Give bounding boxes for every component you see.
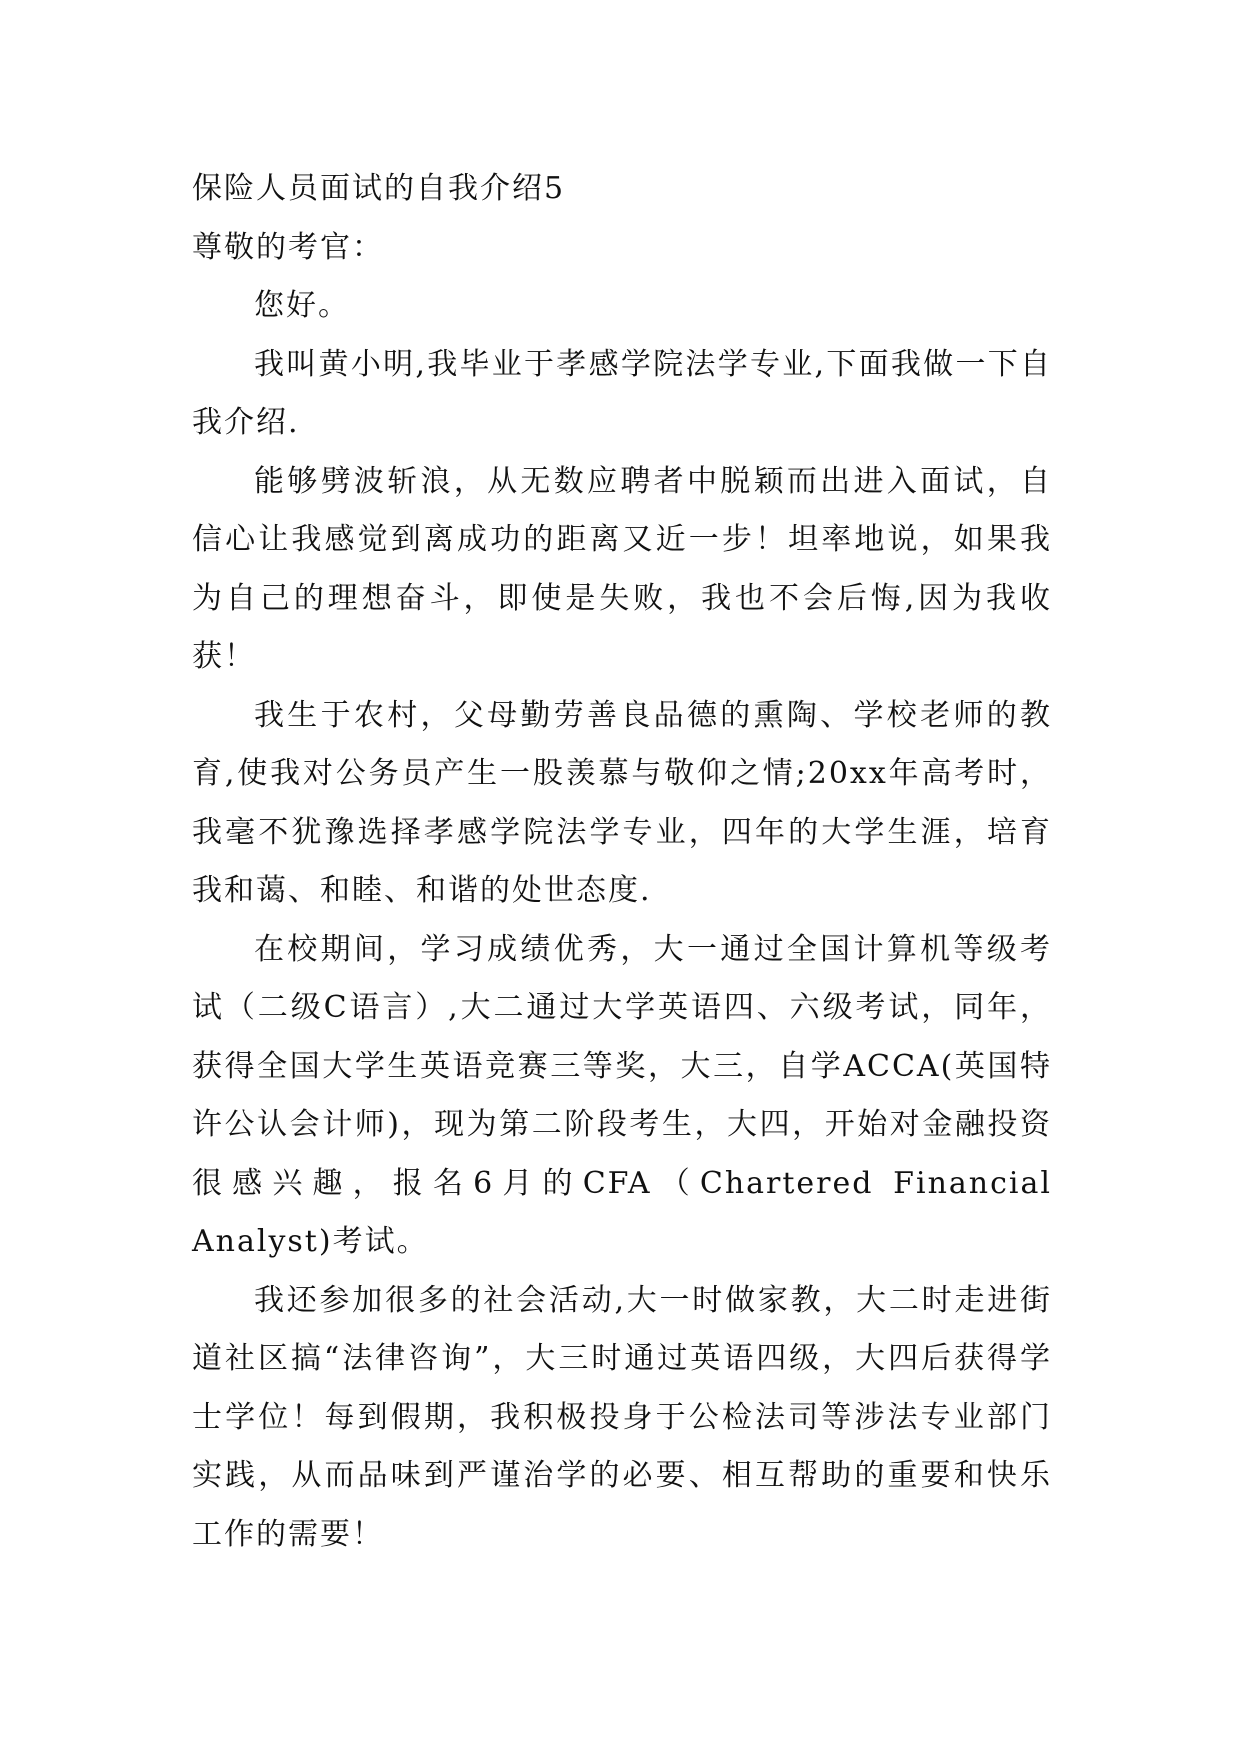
document-body bbox=[192, 160, 1052, 1564]
paragraph-achievements: 在校期间，学习成绩优秀，大一通过全国计算机等级考试（二级C语言）,大二通过大学英语四、六级考试，同年，获得全国大学生英语竞赛三等奖，大三，自学ACCA(英国特许公认会计师)，现为第二阶段考生，大四，开始对金融投资很感兴趣，报名6月的CFA（Chartered Financial Analyst)考试。 bbox=[192, 931, 1052, 1259]
salutation: 尊敬的考官： bbox=[192, 229, 384, 265]
paragraph-activities: 我还参加很多的社会活动,大一时做家教，大二时走进街道社区搞“法律咨询”，大三时通过英语四级，大四后获得学士学位！每到假期，我积极投身于公检法司等涉法专业部门实践，从而品味到严谨治学的必要、相互帮助的重要和快乐工作的需要！ bbox=[192, 1282, 1052, 1552]
paragraph-confidence: 能够劈波斩浪，从无数应聘者中脱颖而出进入面试，自信心让我感觉到离成功的距离又近一步！坦率地说，如果我为自己的理想奋斗，即使是失败，我也不会后悔,因为我收获！ bbox=[192, 463, 1052, 674]
document-title: 保险人员面试的自我介绍5 bbox=[192, 171, 566, 206]
paragraph-introduction: 我叫黄小明,我毕业于孝感学院法学专业,下面我做一下自我介绍. bbox=[192, 346, 1052, 440]
paragraph-background: 我生于农村，父母勤劳善良品德的熏陶、学校老师的教育,使我对公务员产生一股羡慕与敬仰之情;20xx年高考时，我毫不犹豫选择孝感学院法学专业，四年的大学生涯，培育我和蔼、和睦、和谐的处世态度. bbox=[192, 697, 1052, 908]
paragraph-greeting: 您好。 bbox=[254, 288, 350, 323]
